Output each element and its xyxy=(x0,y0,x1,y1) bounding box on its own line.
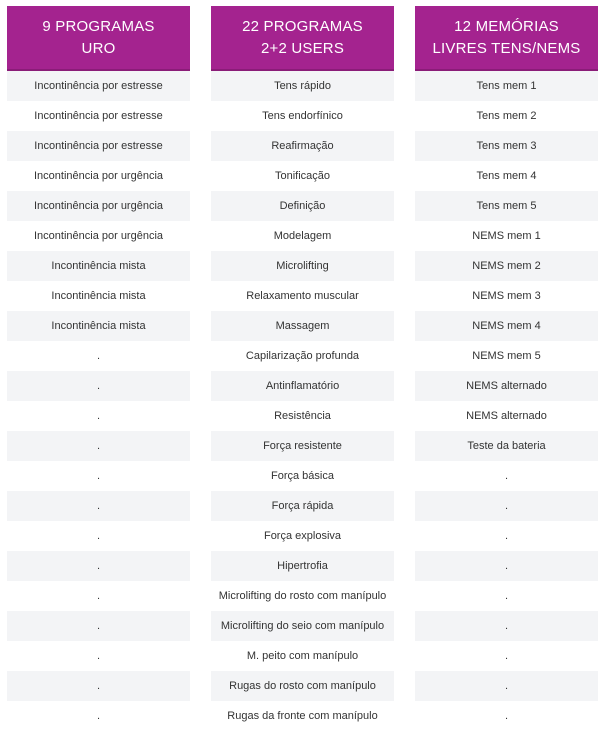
list-item: Microlifting xyxy=(211,251,394,281)
list-item: Teste da bateria xyxy=(415,431,598,461)
list-item: Microlifting do rosto com manípulo xyxy=(211,581,394,611)
list-item: Incontinência por urgência xyxy=(7,191,190,221)
list-item: NEMS mem 4 xyxy=(415,311,598,341)
list-item: Relaxamento muscular xyxy=(211,281,394,311)
list-item: Incontinência por urgência xyxy=(7,161,190,191)
column-header-line-2: LIVRES TENS/NEMS xyxy=(432,39,581,57)
list-item: Força rápida xyxy=(211,491,394,521)
list-item: Incontinência por urgência xyxy=(7,221,190,251)
list-item: . xyxy=(7,641,190,671)
list-item: M. peito com manípulo xyxy=(211,641,394,671)
list-item: . xyxy=(7,341,190,371)
list-item: Rugas da fronte com manípulo xyxy=(211,701,394,731)
list-item: Definição xyxy=(211,191,394,221)
list-item: Força resistente xyxy=(211,431,394,461)
list-item: . xyxy=(415,611,598,641)
list-item: . xyxy=(415,701,598,731)
list-item: Incontinência por estresse xyxy=(7,101,190,131)
list-item: Incontinência mista xyxy=(7,311,190,341)
list-item: . xyxy=(415,521,598,551)
column-header xyxy=(415,6,598,71)
list-item: Tens mem 4 xyxy=(415,161,598,191)
list-item: . xyxy=(7,461,190,491)
column-header-line-1: 22 PROGRAMAS xyxy=(242,17,363,35)
list-item: Massagem xyxy=(211,311,394,341)
list-item: Força básica xyxy=(211,461,394,491)
list-item: . xyxy=(415,671,598,701)
list-item: Força explosiva xyxy=(211,521,394,551)
list-item: . xyxy=(7,701,190,731)
column-free-memories xyxy=(415,6,598,731)
list-item: Tonificação xyxy=(211,161,394,191)
list-item: . xyxy=(415,491,598,521)
column-header-line-1: 9 PROGRAMAS xyxy=(42,17,155,35)
list-item: Tens endorfínico xyxy=(211,101,394,131)
list-item: . xyxy=(7,551,190,581)
list-item: NEMS mem 5 xyxy=(415,341,598,371)
column-uro-programs xyxy=(7,6,190,731)
list-item: Hipertrofia xyxy=(211,551,394,581)
column-header-line-2: 2+2 USERS xyxy=(260,39,345,57)
list-item: . xyxy=(7,431,190,461)
column-header-line-2: URO xyxy=(81,39,116,57)
column-header xyxy=(211,6,394,71)
list-item: Modelagem xyxy=(211,221,394,251)
list-item: Tens mem 3 xyxy=(415,131,598,161)
list-item: Tens mem 2 xyxy=(415,101,598,131)
column-header-line-1: 12 MEMÓRIAS xyxy=(454,17,559,35)
list-item: . xyxy=(415,461,598,491)
column-header xyxy=(7,6,190,71)
program-list xyxy=(7,71,190,731)
list-item: Incontinência por estresse xyxy=(7,131,190,161)
list-item: . xyxy=(7,671,190,701)
list-item: Capilarização profunda xyxy=(211,341,394,371)
list-item: Tens mem 5 xyxy=(415,191,598,221)
list-item: Rugas do rosto com manípulo xyxy=(211,671,394,701)
list-item: . xyxy=(415,581,598,611)
list-item: . xyxy=(7,371,190,401)
list-item: . xyxy=(7,581,190,611)
list-item: NEMS mem 2 xyxy=(415,251,598,281)
list-item: . xyxy=(415,551,598,581)
program-list xyxy=(211,71,394,731)
list-item: . xyxy=(7,521,190,551)
list-item: Reafirmação xyxy=(211,131,394,161)
list-item: Incontinência por estresse xyxy=(7,71,190,101)
list-item: Antinflamatório xyxy=(211,371,394,401)
list-item: . xyxy=(7,401,190,431)
list-item: NEMS mem 3 xyxy=(415,281,598,311)
list-item: Tens mem 1 xyxy=(415,71,598,101)
list-item: . xyxy=(7,611,190,641)
list-item: NEMS mem 1 xyxy=(415,221,598,251)
list-item: NEMS alternado xyxy=(415,401,598,431)
list-item: . xyxy=(7,491,190,521)
list-item: Resistência xyxy=(211,401,394,431)
list-item: Incontinência mista xyxy=(7,251,190,281)
program-list xyxy=(415,71,598,731)
list-item: . xyxy=(415,641,598,671)
list-item: Incontinência mista xyxy=(7,281,190,311)
column-programs-users xyxy=(211,6,394,731)
list-item: Microlifting do seio com manípulo xyxy=(211,611,394,641)
list-item: Tens rápido xyxy=(211,71,394,101)
list-item: NEMS alternado xyxy=(415,371,598,401)
